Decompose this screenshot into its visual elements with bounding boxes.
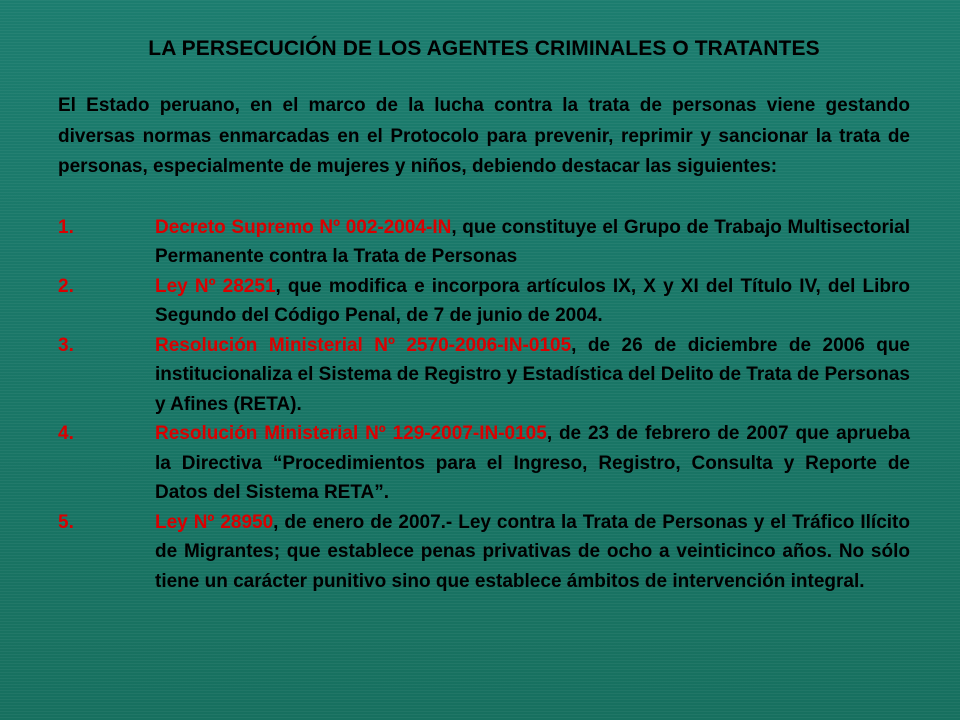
item-body: [155, 508, 910, 597]
item-text: , de 26 de diciembre de 2006 que institucionaliza el Sistema de Registro y Estadística del Delito de Trata de Personas y Afines (RETA).: [155, 334, 911, 415]
item-number: 3.: [58, 334, 74, 356]
list-item: [58, 272, 910, 331]
item-number: 4.: [58, 423, 74, 444]
item-number: 2.: [58, 275, 74, 297]
item-body: [155, 331, 910, 420]
item-text: , de 23 de febrero de 2007 que aprueba la Directiva “Procedimientos para el Ingreso, Registro, Consulta y Reporte de Datos del Sistema RETA”.: [155, 423, 910, 503]
item-reference: Ley Nº 28251: [155, 275, 276, 297]
slide-content: [58, 30, 910, 596]
item-text: , que constituye el Grupo de Trabajo Multisectorial Permanente contra la Trata de Personas: [155, 216, 910, 267]
list-item: [58, 419, 910, 508]
item-body: [155, 419, 910, 508]
list-item: [58, 331, 910, 420]
list-item: [58, 508, 910, 597]
slide-title: LA PERSECUCIÓN DE LOS AGENTES CRIMINALES O TRATANTES: [148, 37, 820, 60]
norms-list: [58, 213, 910, 597]
item-number: 5.: [58, 511, 74, 533]
item-number: 1.: [58, 216, 74, 238]
item-body: [155, 272, 910, 331]
item-reference: Resolución Ministerial Nº 2570-2006-IN-0105: [155, 334, 572, 356]
item-text: , de enero de 2007.- Ley contra la Trata de Personas y el Tráfico Ilícito de Migrantes; que establece penas privativas de ocho a veinticinco años. No sólo tiene un carácter punitivo sino que establece ámbitos de intervención integral.: [155, 511, 910, 592]
intro-paragraph: El Estado peruano, en el marco de la lucha contra la trata de personas viene gestando diversas normas enmarcadas en el Protocolo para prevenir, reprimir y sancionar la trata de personas, especialmente de mujeres y niños, debiendo destacar las siguientes:: [58, 95, 910, 177]
item-reference: Decreto Supremo Nº 002-2004-IN: [155, 216, 452, 238]
item-reference: Resolución Ministerial Nº 129-2007-IN-0105: [155, 423, 547, 444]
list-item: [58, 213, 910, 272]
item-text: , que modifica e incorpora artículos IX, X y XI del Título IV, del Libro Segundo del Código Penal, de 7 de junio de 2004.: [155, 275, 910, 326]
item-body: [155, 213, 910, 272]
item-reference: Ley Nº 28950: [155, 511, 274, 533]
